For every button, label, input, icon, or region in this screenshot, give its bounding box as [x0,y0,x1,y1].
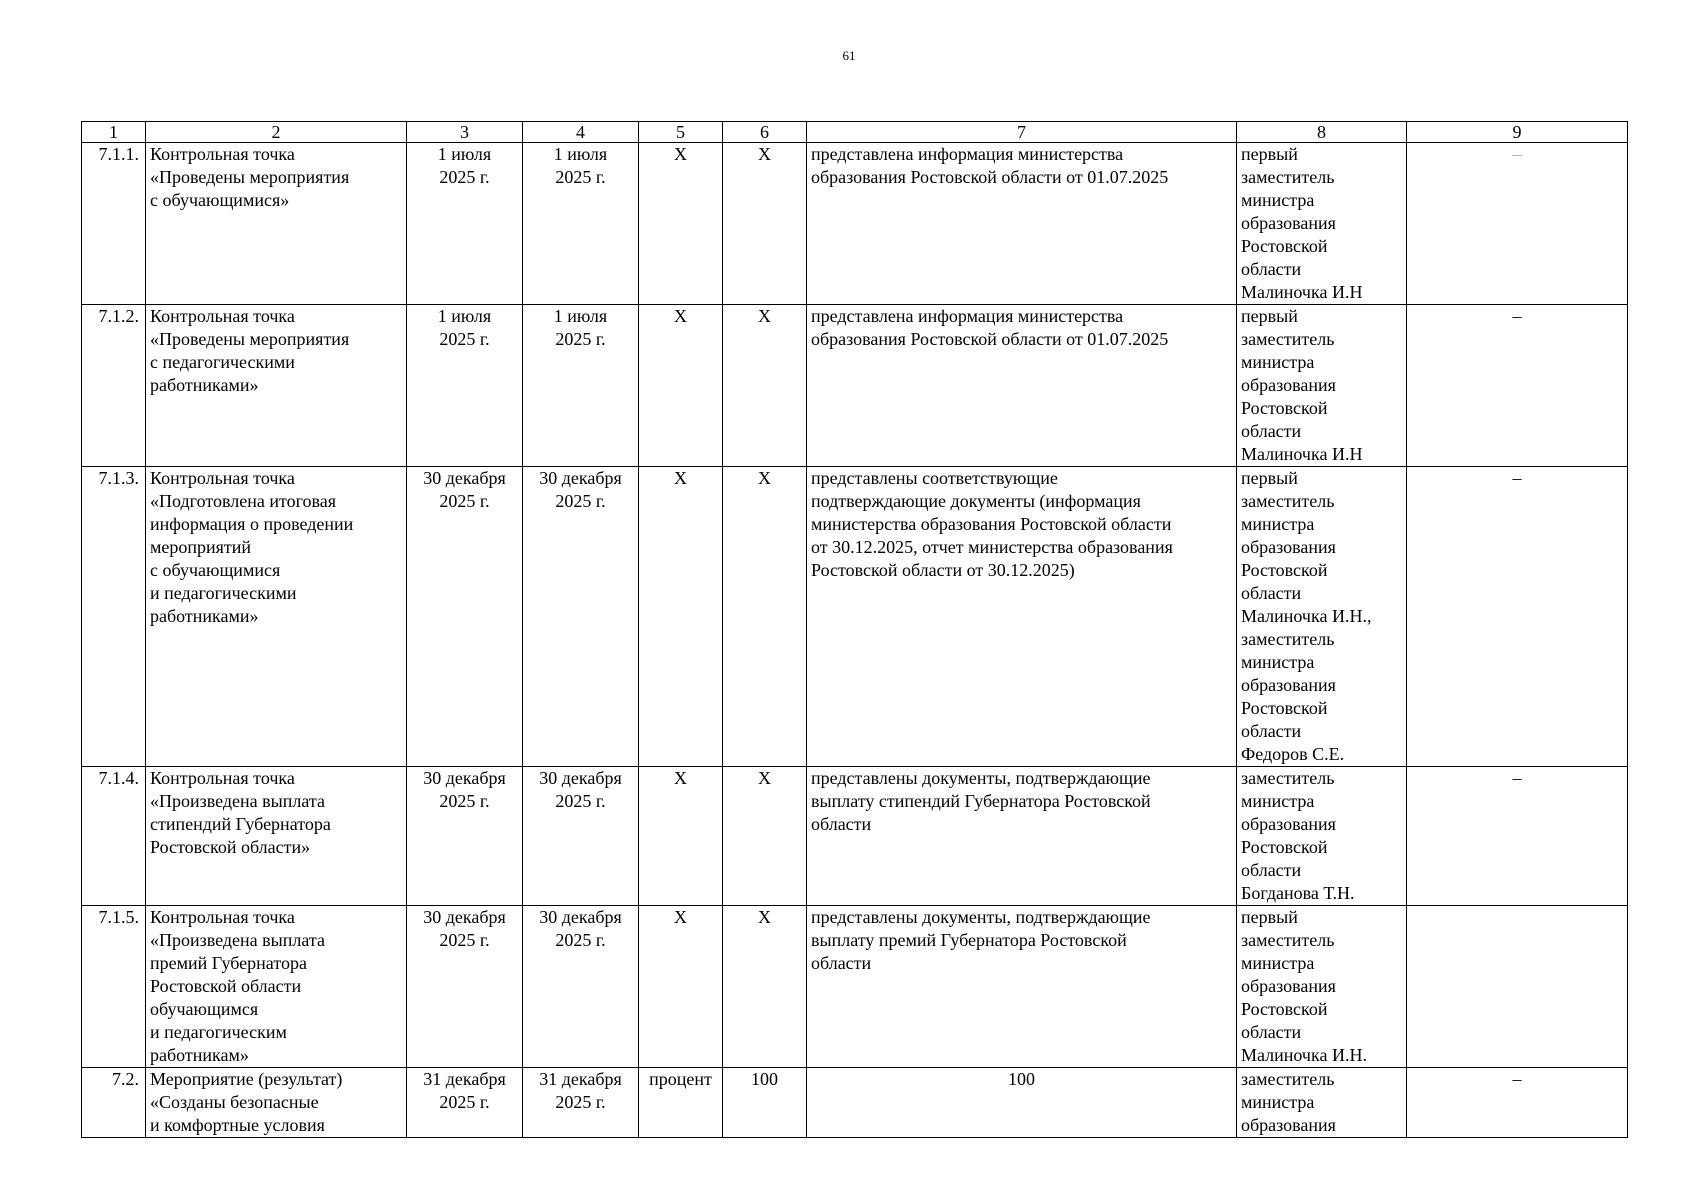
column-number-header-row [82,122,1628,143]
table-row [82,143,1628,305]
row-description: представлены документы, подтверждающие выплату премий Губернатора Ростовской области [807,906,1237,1068]
row-unit: процент [639,1068,723,1138]
row-end-date: 30 декабря 2025 г. [523,767,639,906]
row-start-date: 31 декабря 2025 г. [407,1068,523,1138]
row-start-date: 1 июля 2025 г. [407,143,523,305]
row-description: 100 [807,1068,1237,1138]
row-number: 7.1.4. [82,767,146,906]
row-description: представлена информация министерства образования Ростовской области от 01.07.2025 [807,305,1237,467]
row-note: – [1407,1068,1628,1138]
table-row [82,1068,1628,1138]
row-value: Х [723,305,807,467]
column-header-5: 5 [639,122,723,143]
row-responsible: первый заместитель министра образования Ростовской области Малиночка И.Н., заместитель министра образования Ростовской области Федоров С.Е. [1237,467,1407,767]
row-unit: Х [639,467,723,767]
column-header-4: 4 [523,122,639,143]
row-start-date: 30 декабря 2025 г. [407,467,523,767]
row-name: Контрольная точка «Проведены мероприятия с обучающимися» [146,143,407,305]
column-header-1: 1 [82,122,146,143]
row-responsible: первый заместитель министра образования Ростовской области Малиночка И.Н [1237,305,1407,467]
row-name: Контрольная точка «Произведена выплата стипендий Губернатора Ростовской области» [146,767,407,906]
row-note: – [1407,767,1628,906]
column-header-6: 6 [723,122,807,143]
row-unit: Х [639,305,723,467]
row-start-date: 30 декабря 2025 г. [407,906,523,1068]
page-number: 61 [842,48,856,63]
row-note [1407,906,1628,1068]
row-name: Контрольная точка «Подготовлена итоговая информация о проведении мероприятий с обучающимися и педагогическими работниками» [146,467,407,767]
row-start-date: 1 июля 2025 г. [407,305,523,467]
row-note: – [1407,143,1628,305]
row-end-date: 30 декабря 2025 г. [523,467,639,767]
row-name: Мероприятие (результат) «Созданы безопасные и комфортные условия [146,1068,407,1138]
row-note: – [1407,305,1628,467]
row-responsible: заместитель министра образования Ростовской области Богданова Т.Н. [1237,767,1407,906]
row-end-date: 1 июля 2025 г. [523,143,639,305]
row-responsible: первый заместитель министра образования Ростовской области Малиночка И.Н. [1237,906,1407,1068]
control-points-table [81,121,1628,1138]
row-start-date: 30 декабря 2025 г. [407,767,523,906]
row-note: – [1407,467,1628,767]
column-header-3: 3 [407,122,523,143]
row-responsible: первый заместитель министра образования Ростовской области Малиночка И.Н [1237,143,1407,305]
row-value: Х [723,143,807,305]
row-end-date: 31 декабря 2025 г. [523,1068,639,1138]
row-value: Х [723,467,807,767]
table-row [82,906,1628,1068]
row-unit: Х [639,767,723,906]
row-value: 100 [723,1068,807,1138]
row-name: Контрольная точка «Произведена выплата премий Губернатора Ростовской области обучающимся и педагогическим работникам» [146,906,407,1068]
column-header-9: 9 [1407,122,1628,143]
row-name: Контрольная точка «Проведены мероприятия с педагогическими работниками» [146,305,407,467]
row-description: представлена информация министерства образования Ростовской области от 01.07.2025 [807,143,1237,305]
row-unit: Х [639,143,723,305]
row-number: 7.2. [82,1068,146,1138]
table-row [82,467,1628,767]
row-value: Х [723,767,807,906]
row-value: Х [723,906,807,1068]
row-number: 7.1.3. [82,467,146,767]
row-number: 7.1.2. [82,305,146,467]
row-unit: Х [639,906,723,1068]
column-header-8: 8 [1237,122,1407,143]
column-header-7: 7 [807,122,1237,143]
row-description: представлены документы, подтверждающие выплату стипендий Губернатора Ростовской области [807,767,1237,906]
row-end-date: 1 июля 2025 г. [523,305,639,467]
table-row [82,767,1628,906]
row-number: 7.1.1. [82,143,146,305]
row-number: 7.1.5. [82,906,146,1068]
table-row [82,305,1628,467]
row-end-date: 30 декабря 2025 г. [523,906,639,1068]
column-header-2: 2 [146,122,407,143]
row-responsible: заместитель министра образования [1237,1068,1407,1138]
row-description: представлены соответствующие подтверждающие документы (информация министерства образования Ростовской области от 30.12.2025, отчет министерства образования Ростовской области от 30.12.2025) [807,467,1237,767]
